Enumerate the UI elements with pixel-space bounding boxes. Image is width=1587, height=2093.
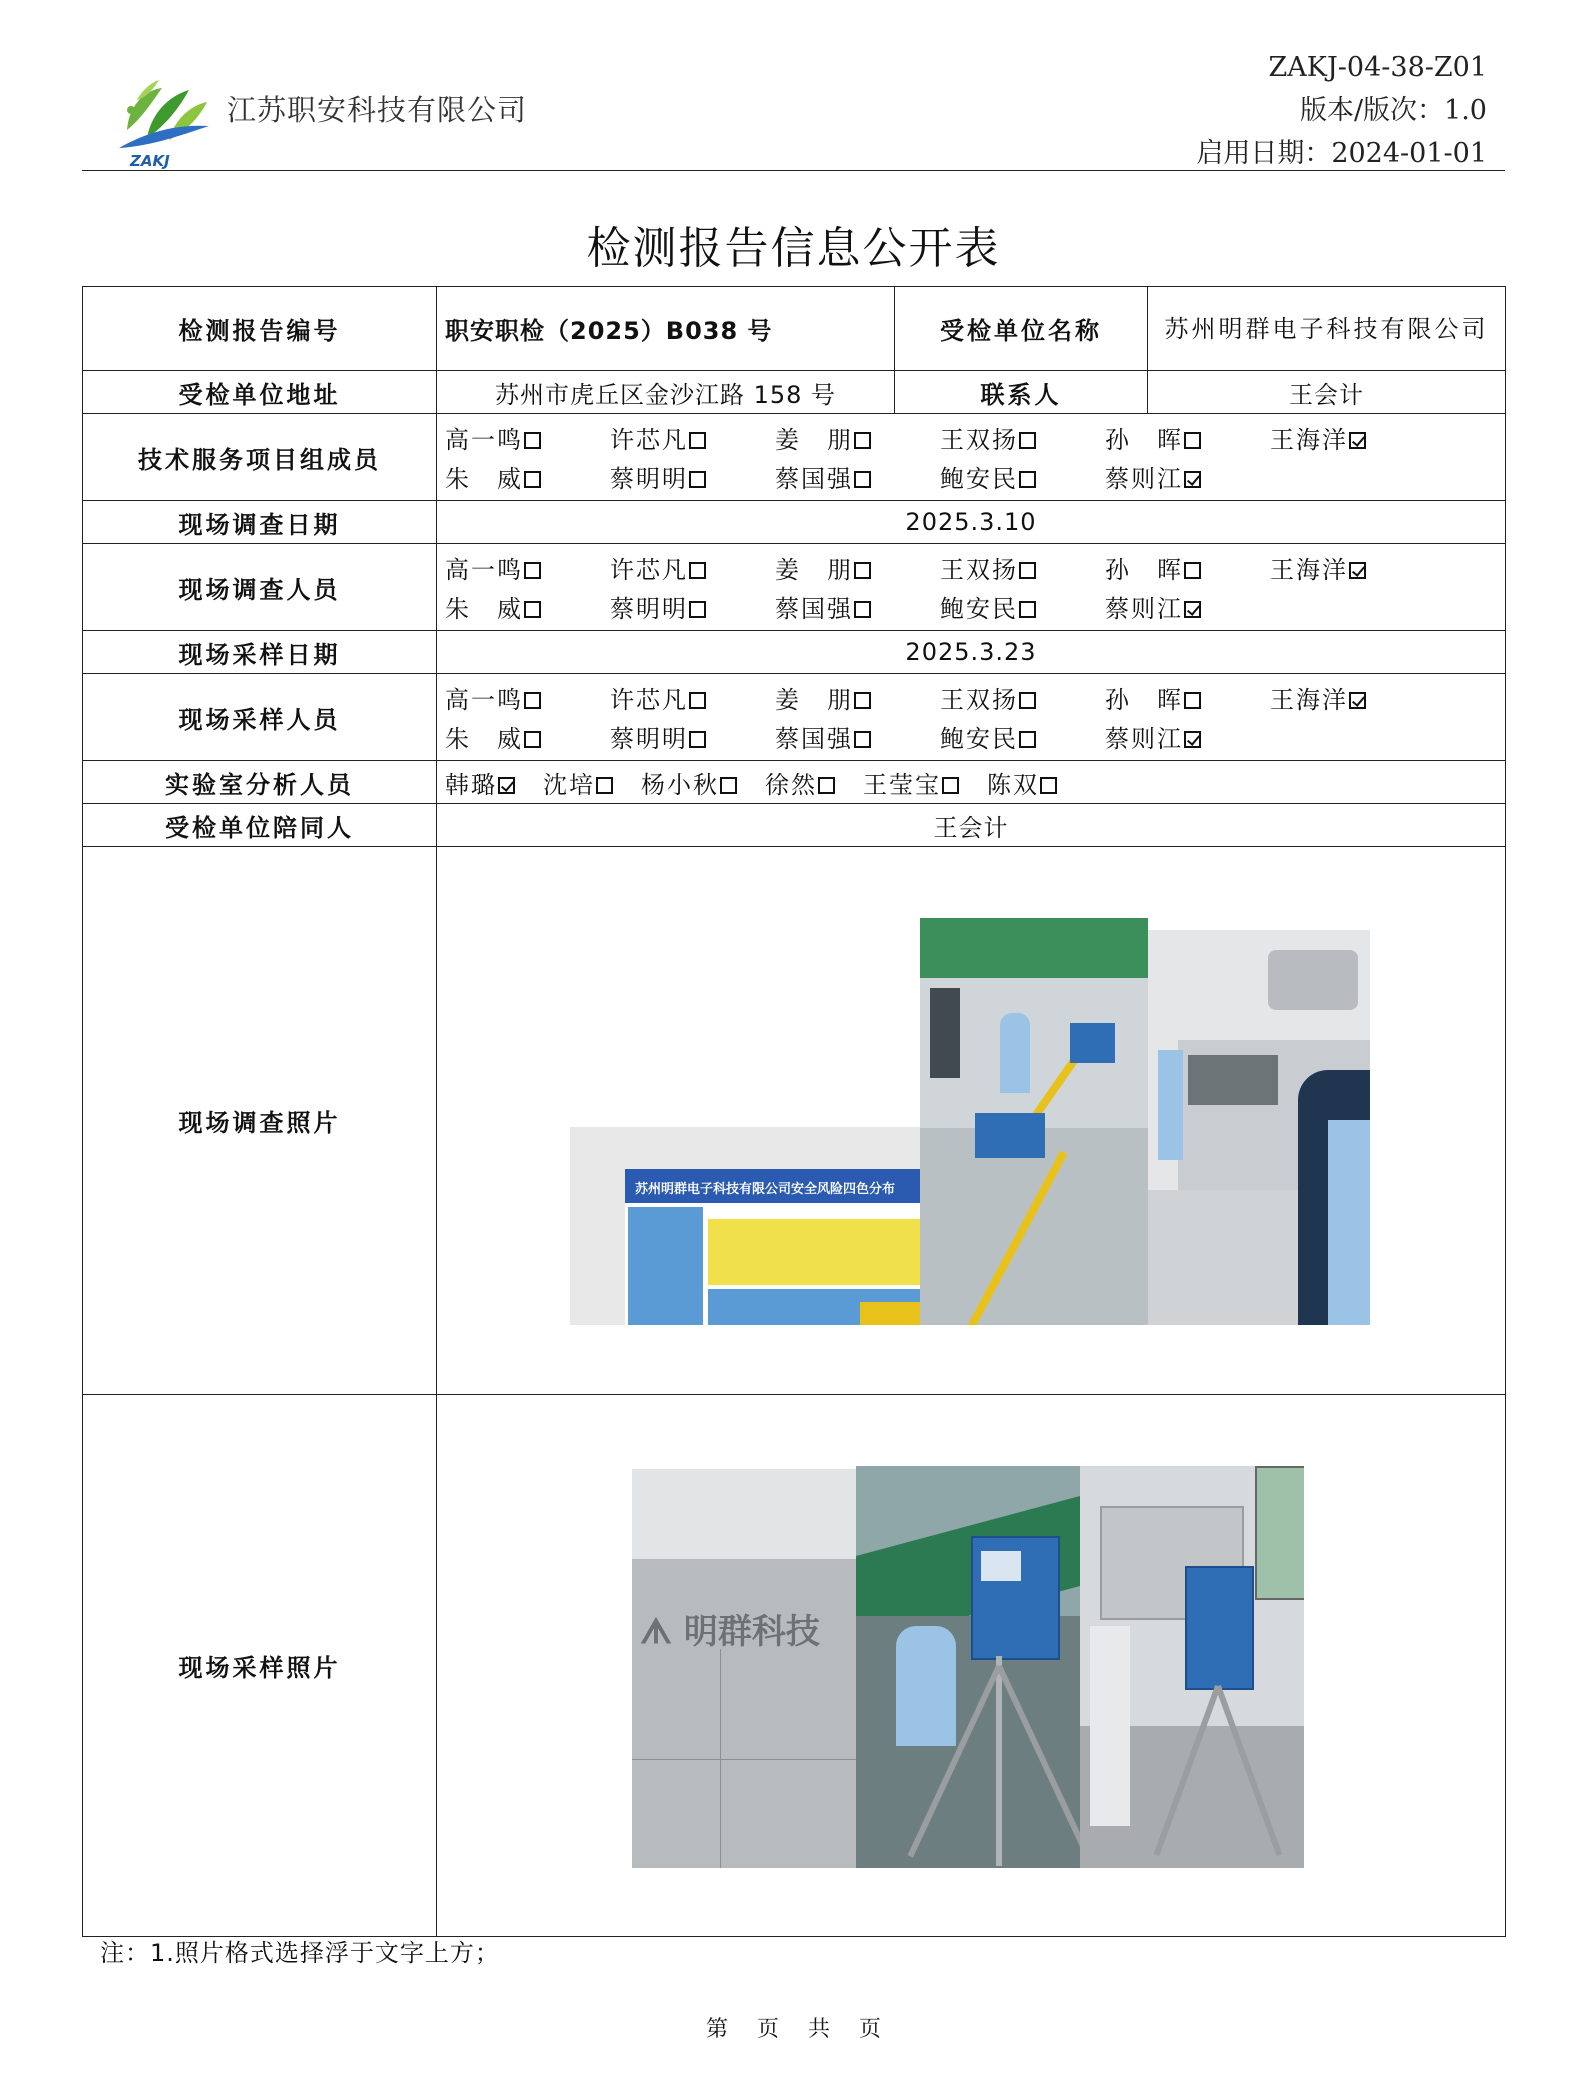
person-name: 杨小秋 bbox=[641, 770, 719, 799]
report-no-value: 职安职检（2025）B038 号 bbox=[437, 287, 895, 371]
person-item bbox=[610, 550, 775, 585]
person-name: 蔡则江 bbox=[1105, 595, 1183, 623]
checkbox-icon[interactable] bbox=[854, 601, 871, 618]
person-name: 蔡明明 bbox=[610, 465, 688, 493]
person-name: 蔡国强 bbox=[775, 465, 853, 493]
checkbox-icon[interactable] bbox=[524, 432, 541, 449]
risk-map-caption: 苏州明群电子科技有限公司安全风险四色分布 bbox=[635, 1182, 896, 1197]
table-row bbox=[83, 804, 1506, 847]
sampling-staff-label: 现场采样人员 bbox=[83, 674, 437, 761]
person-name: 蔡则江 bbox=[1105, 725, 1183, 753]
lab-staff bbox=[437, 765, 1505, 800]
checkbox-icon[interactable] bbox=[524, 731, 541, 748]
building-photo bbox=[632, 1469, 856, 1868]
checkbox-icon[interactable] bbox=[689, 601, 706, 618]
person-item bbox=[445, 765, 515, 800]
person-item bbox=[775, 459, 940, 494]
survey-staff-label: 现场调查人员 bbox=[83, 544, 437, 631]
person-name: 徐然 bbox=[765, 770, 817, 799]
person-item bbox=[940, 680, 1105, 715]
person-item bbox=[610, 420, 775, 455]
person-item bbox=[765, 765, 835, 800]
survey-staff bbox=[437, 544, 1505, 630]
person-name: 蔡国强 bbox=[775, 595, 853, 623]
person-item bbox=[445, 420, 610, 455]
person-item bbox=[1105, 719, 1270, 754]
person-item bbox=[445, 719, 610, 754]
person-name: 王海洋 bbox=[1270, 686, 1348, 714]
sign-logo-icon: ᗑ bbox=[640, 1612, 672, 1652]
person-item bbox=[610, 719, 775, 754]
person-name: 朱 威 bbox=[445, 465, 523, 493]
person-item bbox=[445, 589, 610, 624]
person-name: 朱 威 bbox=[445, 725, 523, 753]
person-name: 许芯凡 bbox=[610, 556, 688, 584]
person-item bbox=[445, 459, 610, 494]
person-item bbox=[775, 420, 940, 455]
person-name: 蔡明明 bbox=[610, 725, 688, 753]
person-name: 许芯凡 bbox=[610, 686, 688, 714]
person-name: 蔡国强 bbox=[775, 725, 853, 753]
table-row bbox=[83, 287, 1506, 371]
risk-map-photo bbox=[570, 1127, 920, 1325]
escort-value: 王会计 bbox=[437, 804, 1506, 847]
person-item bbox=[940, 589, 1105, 624]
checkbox-icon[interactable] bbox=[818, 777, 835, 794]
person-item bbox=[775, 680, 940, 715]
checkbox-icon[interactable] bbox=[524, 601, 541, 618]
person-item bbox=[940, 459, 1105, 494]
person-item bbox=[610, 589, 775, 624]
sign-text: 明群科技 bbox=[683, 1612, 820, 1652]
table-row bbox=[83, 544, 1506, 631]
person-item bbox=[987, 765, 1057, 800]
checkbox-icon[interactable] bbox=[854, 471, 871, 488]
person-name: 姜 朋 bbox=[775, 556, 853, 584]
checkbox-icon[interactable] bbox=[1019, 471, 1036, 488]
checkbox-icon[interactable] bbox=[1019, 562, 1036, 579]
page-header bbox=[82, 40, 1505, 171]
checkbox-icon[interactable] bbox=[1184, 562, 1201, 579]
client-name-value: 苏州明群电子科技有限公司 bbox=[1148, 287, 1506, 371]
survey-photos-label: 现场调查照片 bbox=[83, 847, 437, 1395]
checked-checkbox-icon[interactable] bbox=[1349, 692, 1366, 709]
person-name: 鲍安民 bbox=[940, 595, 1018, 623]
checked-checkbox-icon[interactable] bbox=[1349, 562, 1366, 579]
table-row bbox=[83, 631, 1506, 674]
checked-checkbox-icon[interactable] bbox=[1184, 601, 1201, 618]
page-title: 检测报告信息公开表 bbox=[586, 223, 1001, 274]
person-name: 陈双 bbox=[987, 770, 1039, 799]
checkbox-icon[interactable] bbox=[1184, 692, 1201, 709]
doc-meta bbox=[1196, 46, 1487, 175]
checked-checkbox-icon[interactable] bbox=[1184, 731, 1201, 748]
footnote: 注：1.照片格式选择浮于文字上方； bbox=[100, 1939, 500, 1967]
person-name: 鲍安民 bbox=[940, 465, 1018, 493]
checkbox-icon[interactable] bbox=[854, 692, 871, 709]
person-item bbox=[1270, 420, 1435, 455]
person-item bbox=[1105, 550, 1270, 585]
person-name: 王海洋 bbox=[1270, 556, 1348, 584]
client-addr-value: 苏州市虎丘区金沙江路 158 号 bbox=[437, 371, 895, 414]
person-name: 高一鸣 bbox=[445, 686, 523, 714]
contact-label: 联系人 bbox=[895, 371, 1148, 414]
person-name: 高一鸣 bbox=[445, 556, 523, 584]
person-name: 蔡则江 bbox=[1105, 465, 1183, 493]
checkbox-icon[interactable] bbox=[1019, 601, 1036, 618]
checkbox-icon[interactable] bbox=[524, 562, 541, 579]
checkbox-icon[interactable] bbox=[854, 562, 871, 579]
sampling-date-label: 现场采样日期 bbox=[83, 631, 437, 674]
checkbox-icon[interactable] bbox=[1184, 432, 1201, 449]
person-item bbox=[1105, 589, 1270, 624]
person-name: 王莹宝 bbox=[863, 770, 941, 799]
doc-version: 版本/版次：1.0 bbox=[1299, 95, 1487, 126]
person-name: 沈培 bbox=[543, 770, 595, 799]
checkbox-icon[interactable] bbox=[689, 432, 706, 449]
checkbox-icon[interactable] bbox=[1040, 777, 1057, 794]
person-item bbox=[445, 680, 610, 715]
sampling-photos bbox=[437, 1395, 1506, 1937]
survey-date-value: 2025.3.10 bbox=[437, 501, 1506, 544]
checkbox-icon[interactable] bbox=[854, 731, 871, 748]
person-item bbox=[1105, 459, 1270, 494]
person-item bbox=[1270, 550, 1435, 585]
sampling-date-value: 2025.3.23 bbox=[437, 631, 1506, 674]
survey-date-label: 现场调查日期 bbox=[83, 501, 437, 544]
table-row bbox=[83, 761, 1506, 804]
person-name: 王双扬 bbox=[940, 556, 1018, 584]
person-item bbox=[641, 765, 737, 800]
person-name: 孙 晖 bbox=[1105, 686, 1183, 714]
checked-checkbox-icon[interactable] bbox=[1184, 471, 1201, 488]
person-name: 孙 晖 bbox=[1105, 426, 1183, 454]
checkbox-icon[interactable] bbox=[1019, 731, 1036, 748]
sampling-staff bbox=[437, 674, 1505, 760]
checkbox-icon[interactable] bbox=[596, 777, 613, 794]
person-item bbox=[610, 680, 775, 715]
table-row bbox=[83, 1395, 1506, 1937]
info-table bbox=[82, 286, 1506, 1937]
table-row bbox=[83, 674, 1506, 761]
person-name: 韩璐 bbox=[445, 770, 497, 799]
person-item bbox=[445, 550, 610, 585]
doc-code: ZAKJ-04-38-Z01 bbox=[1268, 52, 1487, 83]
person-name: 鲍安民 bbox=[940, 725, 1018, 753]
table-row bbox=[83, 847, 1506, 1395]
person-name: 姜 朋 bbox=[775, 686, 853, 714]
person-item bbox=[543, 765, 613, 800]
person-name: 蔡明明 bbox=[610, 595, 688, 623]
sampling-photos-label: 现场采样照片 bbox=[83, 1395, 437, 1937]
checkbox-icon[interactable] bbox=[689, 692, 706, 709]
machine-photo bbox=[1148, 930, 1370, 1325]
checkbox-icon[interactable] bbox=[1019, 432, 1036, 449]
person-name: 姜 朋 bbox=[775, 426, 853, 454]
team-label: 技术服务项目组成员 bbox=[83, 414, 437, 501]
checkbox-icon[interactable] bbox=[720, 777, 737, 794]
person-item bbox=[1270, 680, 1435, 715]
checkbox-icon[interactable] bbox=[942, 777, 959, 794]
checkbox-icon[interactable] bbox=[854, 432, 871, 449]
contact-value: 王会计 bbox=[1148, 371, 1506, 414]
person-name: 王海洋 bbox=[1270, 426, 1348, 454]
report-no-label: 检测报告编号 bbox=[83, 287, 437, 371]
checkbox-icon[interactable] bbox=[689, 731, 706, 748]
team-members bbox=[437, 414, 1505, 500]
person-name: 高一鸣 bbox=[445, 426, 523, 454]
workshop-photo bbox=[920, 918, 1148, 1325]
page-footer: 第 页 共 页 bbox=[706, 2017, 881, 2042]
checkbox-icon[interactable] bbox=[1019, 692, 1036, 709]
person-name: 许芯凡 bbox=[610, 426, 688, 454]
table-row bbox=[83, 371, 1506, 414]
person-name: 孙 晖 bbox=[1105, 556, 1183, 584]
effective-date: 启用日期：2024-01-01 bbox=[1196, 138, 1487, 169]
person-name: 朱 威 bbox=[445, 595, 523, 623]
person-item bbox=[940, 420, 1105, 455]
checked-checkbox-icon[interactable] bbox=[1349, 432, 1366, 449]
person-item bbox=[775, 550, 940, 585]
logo-abbr: ZAKJ bbox=[130, 152, 170, 170]
client-name-label: 受检单位名称 bbox=[895, 287, 1148, 371]
person-item bbox=[940, 550, 1105, 585]
person-item bbox=[863, 765, 959, 800]
checkbox-icon[interactable] bbox=[524, 471, 541, 488]
person-item bbox=[940, 719, 1105, 754]
survey-photos bbox=[437, 847, 1506, 1395]
table-row bbox=[83, 501, 1506, 544]
client-addr-label: 受检单位地址 bbox=[83, 371, 437, 414]
person-item bbox=[1105, 680, 1270, 715]
sampler-line-photo bbox=[856, 1466, 1080, 1868]
table-row bbox=[83, 414, 1506, 501]
checkbox-icon[interactable] bbox=[689, 562, 706, 579]
person-name: 王双扬 bbox=[940, 686, 1018, 714]
company-name: 江苏职安科技有限公司 bbox=[227, 93, 528, 127]
lab-label: 实验室分析人员 bbox=[83, 761, 437, 804]
person-item bbox=[1105, 420, 1270, 455]
person-name: 王双扬 bbox=[940, 426, 1018, 454]
person-item bbox=[775, 719, 940, 754]
person-item bbox=[775, 589, 940, 624]
checkbox-icon[interactable] bbox=[524, 692, 541, 709]
escort-label: 受检单位陪同人 bbox=[83, 804, 437, 847]
checked-checkbox-icon[interactable] bbox=[498, 777, 515, 794]
person-item bbox=[610, 459, 775, 494]
sampler-oven-photo bbox=[1080, 1466, 1304, 1868]
checkbox-icon[interactable] bbox=[689, 471, 706, 488]
